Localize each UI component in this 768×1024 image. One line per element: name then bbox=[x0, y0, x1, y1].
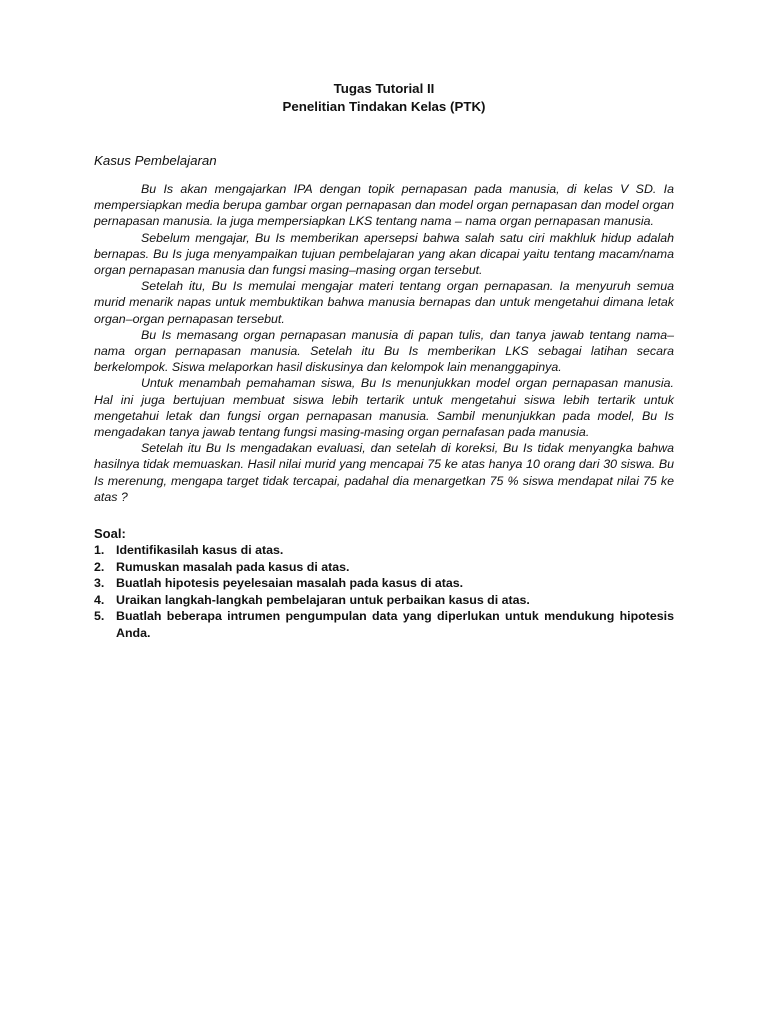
question-number: 4. bbox=[94, 592, 105, 607]
section-heading: Kasus Pembelajaran bbox=[94, 153, 217, 168]
question-text: Rumuskan masalah pada kasus di atas. bbox=[116, 559, 350, 574]
paragraph: Bu Is memasang organ pernapasan manusia di papan tulis, dan tanya jawab tentang nama–nama organ pernapasan manusia. Setelah itu Bu Is memberikan LKS sebagai latihan secara berkelompok. Siswa melaporkan hasil diskusinya dan kelompok lain menanggapinya. bbox=[94, 327, 674, 375]
question-number: 1. bbox=[94, 543, 105, 558]
questions-list bbox=[94, 542, 674, 642]
paragraph: Setelah itu Bu Is mengadakan evaluasi, dan setelah di koreksi, Bu Is tidak menyangka bahwa hasilnya tidak memuaskan. Hasil nilai murid yang mencapai 75 ke atas hanya 10 orang dari 30 siswa. Bu Is merenung, mengapa target tidak tercapai, padahal dia menargetkan 75 % siswa mendapat nilai 75 ke atas ? bbox=[94, 441, 674, 504]
case-body bbox=[94, 181, 674, 505]
list-item bbox=[94, 559, 674, 576]
document-page bbox=[94, 80, 674, 642]
list-item bbox=[94, 575, 674, 592]
paragraph: Setelah itu, Bu Is memulai mengajar materi tentang organ pernapasan. Ia menyuruh semua murid menarik napas untuk membuktikan bahwa manusia bernapas dan untuk mengetahui dimana letak organ–organ pernapasan tersebut. bbox=[94, 279, 674, 326]
question-text: Buatlah hipotesis peyelesaian masalah pada kasus di atas. bbox=[116, 576, 464, 591]
paragraph: Sebelum mengajar, Bu Is memberikan apersepsi bahwa salah satu ciri makhluk hidup adalah bernapas. Bu Is juga menyampaikan tujuan pembelajaran yang akan dicapai yaitu tentang macam/nama organ pernapasan manusia dan fungsi masing–masing organ tersebut. bbox=[94, 230, 674, 278]
document-title-block bbox=[94, 80, 674, 116]
question-number: 5. bbox=[94, 609, 105, 624]
question-text: Uraikan langkah-langkah pembelajaran untuk perbaikan kasus di atas. bbox=[116, 592, 530, 607]
question-number: 2. bbox=[94, 559, 105, 574]
list-item bbox=[94, 592, 674, 609]
paragraph: Untuk menambah pemahaman siswa, Bu Is menunjukkan model organ pernapasan manusia. Hal ini juga bertujuan membuat siswa lebih tertarik untuk mengetahui siswa lebih tertarik untuk mengetahui letak dan fungsi organ pernapasan manusia. Sambil menunjukkan pada model, Bu Is mengadakan tanya jawab tentang fungsi masing-masing organ pernafasan pada manusia. bbox=[94, 376, 674, 440]
document-subtitle: Penelitian Tindakan Kelas (PTK) bbox=[282, 99, 486, 114]
question-text: Buatlah beberapa intrumen pengumpulan data yang diperlukan untuk mendukung hipotesis Anda. bbox=[116, 609, 674, 641]
questions-heading: Soal: bbox=[94, 526, 126, 542]
question-text: Identifikasilah kasus di atas. bbox=[116, 543, 284, 558]
document-title: Tugas Tutorial II bbox=[333, 81, 435, 96]
list-item bbox=[94, 542, 674, 559]
list-item bbox=[94, 608, 674, 641]
paragraph: Bu Is akan mengajarkan IPA dengan topik pernapasan pada manusia, di kelas V SD. Ia mempersiapkan media berupa gambar organ pernapasan dan model organ pernapasan dan model organ pernapasan manusia. Ia juga mempersiapkan LKS tentang nama – nama organ pernapasan manusia. bbox=[94, 182, 674, 229]
question-number: 3. bbox=[94, 576, 105, 591]
